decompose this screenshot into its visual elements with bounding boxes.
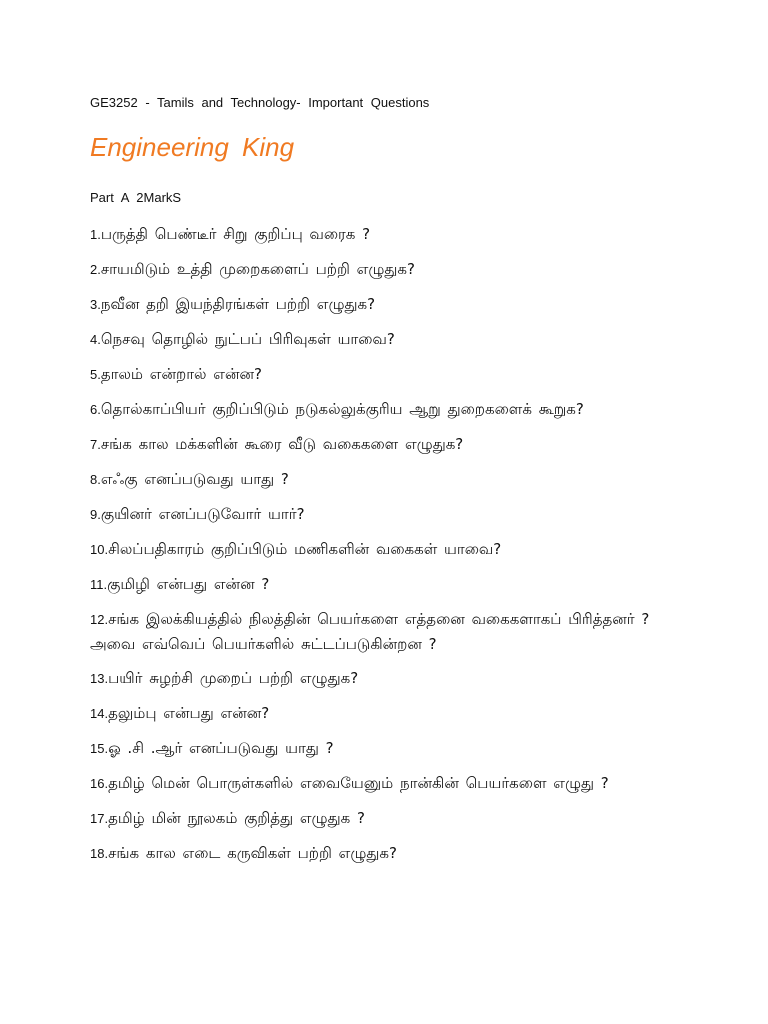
question-text: சாயமிடும் உத்தி முறைகளைப் பற்றி எழுதுக? (100, 260, 415, 278)
question-text: தொல்காப்பியர் குறிப்பிடும் நடுகல்லுக்குரிய ஆறு துறைகளைக் கூறுக? (100, 400, 584, 418)
question-item (90, 502, 690, 527)
question-text: எஃகு எனப்படுவது யாது ? (100, 470, 289, 488)
question-text: சங்க கால மக்களின் கூரை வீடு வகைகளை எழுதுக? (100, 435, 464, 453)
question-number: 3. (90, 297, 101, 312)
document-header: GE3252 - Tamils and Technology- Important Questions (90, 95, 430, 110)
question-text: நெசவு தொழில் நுட்பப் பிரிவுகள் யாவை? (100, 330, 395, 348)
question-text: சிலப்பதிகாரம் குறிப்பிடும் மணிகளின் வகைகள் யாவை? (108, 540, 502, 558)
question-item (90, 841, 690, 866)
question-item (90, 771, 690, 796)
section-heading: Part A 2MarkS (90, 190, 182, 205)
question-item (90, 292, 690, 317)
question-number: 6. (90, 402, 101, 417)
question-list (90, 222, 690, 876)
question-text: சங்க இலக்கியத்தில் நிலத்தின் பெயர்களை எத்தனை வகைகளாகப் பிரித்தனர் ? அவை எவ்வெப் பெயர்களில் சுட்டப்படுகின்றன ? (90, 610, 650, 653)
question-text: பருத்தி பெண்டீர் சிறு குறிப்பு வரைக ? (100, 225, 371, 243)
question-item (90, 397, 690, 422)
question-number: 18. (90, 846, 109, 861)
question-text: பயிர் சுழற்சி முறைப் பற்றி எழுதுக? (108, 669, 359, 687)
question-item (90, 537, 690, 562)
brand-title: Engineering King (90, 132, 295, 162)
question-number: 16. (90, 776, 109, 791)
question-text: குயினர் எனப்படுவோர் யார்? (100, 505, 305, 523)
question-number: 17. (90, 811, 109, 826)
question-number: 1. (90, 227, 101, 242)
question-item (90, 362, 690, 387)
question-number: 4. (90, 332, 101, 347)
question-item (90, 701, 690, 726)
question-number: 14. (90, 706, 109, 721)
question-number: 15. (90, 741, 109, 756)
question-item (90, 666, 690, 691)
question-text: தமிழ் மின் நூலகம் குறித்து எழுதுக ? (108, 809, 365, 827)
question-number: 5. (90, 367, 101, 382)
question-item (90, 572, 690, 597)
question-text: தாலம் என்றால் என்ன? (100, 365, 263, 383)
question-number: 12. (90, 612, 109, 627)
question-text: நவீன தறி இயந்திரங்கள் பற்றி எழுதுக? (100, 295, 376, 313)
question-item (90, 467, 690, 492)
question-number: 10. (90, 542, 109, 557)
question-item (90, 806, 690, 831)
question-number: 13. (90, 671, 109, 686)
question-item (90, 327, 690, 352)
question-text: குமிழி என்பது என்ன ? (107, 575, 270, 593)
question-item (90, 607, 690, 656)
question-number: 8. (90, 472, 101, 487)
question-number: 11. (90, 577, 108, 592)
question-text: சங்க கால எடை கருவிகள் பற்றி எழுதுக? (108, 844, 397, 862)
question-text: ஓ .சி .ஆர் எனப்படுவது யாது ? (108, 739, 334, 757)
question-item (90, 222, 690, 247)
question-text: தமிழ் மென் பொருள்களில் எவையேனும் நான்கின் பெயர்களை எழுது ? (108, 774, 609, 792)
question-item (90, 432, 690, 457)
question-number: 9. (90, 507, 101, 522)
question-item (90, 257, 690, 282)
question-number: 2. (90, 262, 101, 277)
question-item (90, 736, 690, 761)
question-number: 7. (90, 437, 101, 452)
question-text: தலும்பு என்பது என்ன? (108, 704, 270, 722)
